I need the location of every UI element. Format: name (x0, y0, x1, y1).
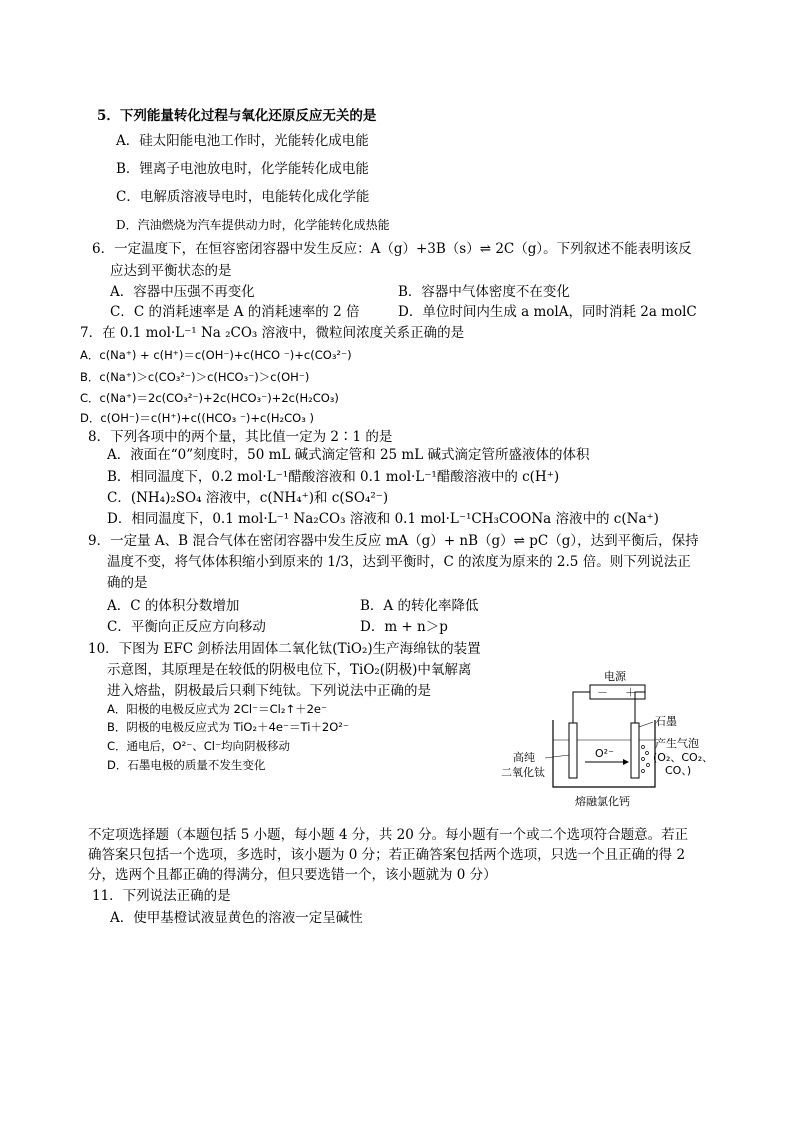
q11-stem: 11．下列说法正确的是 (92, 888, 231, 904)
q8-option-b: B．相同温度下，0.2 mol·L⁻¹醋酸溶液和 0.1 mol·L⁻¹醋酸溶液中的 c(H⁺) (107, 469, 560, 485)
gas-label-line3: CO、) (665, 764, 692, 777)
q6-stem-line2: 应达到平衡状态的是 (110, 263, 232, 279)
q9-option-b: B．A 的转化率降低 (360, 598, 479, 614)
gas-bubbles (642, 746, 650, 773)
titanium-dioxide-cathode (569, 723, 577, 778)
q10-stem-line1: 10．下图为 EFC 剑桥法用固体二氧化钛(TiO₂)生产海绵钛的装置 (88, 641, 481, 657)
q10-option-c: C．通电后，O²⁻、Cl⁻均向阴极移动 (107, 739, 291, 753)
q6-option-d: D．单位时间内生成 a molA，同时消耗 2a molC (398, 304, 697, 320)
q5-option-b: B．锂离子电池放电时，化学能转化成电能 (116, 161, 369, 177)
q6-stem-line1: 6．一定温度下，在恒容密闭容器中发生反应：A（g）+3B（s）⇌ 2C（g）。下列叙述不能表明该反 (92, 241, 692, 257)
q7-option-d: D．c(OH⁻)＝c(H⁺)+c((HCO₃ ⁻)+c(H₂CO₃ ) (80, 411, 314, 425)
q7-option-c: C．c(Na⁺)＝2c(CO₃²⁻)+2c(HCO₃⁻)+2c(H₂CO₃) (80, 391, 339, 405)
q10-stem-line2: 示意图，其原理是在较低的阴极电位下，TiO₂(阴极)中氧解离 (107, 662, 472, 678)
q5-stem: 5．下列能量转化过程与氧化还原反应无关的是 (97, 108, 377, 124)
q8-option-c: C．(NH₄)₂SO₄ 溶液中，c(NH₄⁺)和 c(SO₄²⁻) (107, 490, 389, 506)
q10-option-d: D．石墨电极的质量不发生变化 (107, 758, 266, 772)
q5-option-c: C．电解质溶液导电时，电能转化成化学能 (116, 189, 370, 205)
section-instructions-line1: 不定项选择题（本题包括 5 小题，每小题 4 分，共 20 分。每小题有一个或二个选项符合题意。若正 (88, 827, 689, 843)
q9-option-d: D．m + n＞p (360, 619, 448, 635)
q7-option-a: A．c(Na⁺) + c(H⁺)＝c(OH⁻)+c(HCO ⁻)+c(CO₃²⁻) (80, 348, 352, 362)
cathode-wire (573, 692, 590, 723)
q6-option-b: B．容器中气体密度不在变化 (398, 284, 570, 300)
q7-stem: 7．在 0.1 mol·L⁻¹ Na ₂CO₃ 溶液中，微粒间浓度关系正确的是 (80, 325, 465, 341)
q5-option-d: D．汽油燃烧为汽车提供动力时，化学能转化成热能 (116, 218, 390, 232)
q10-option-b: B．阴极的电极反应式为 TiO₂＋4e⁻＝Ti＋2O²⁻ (107, 720, 349, 734)
q9-stem-line1: 9．一定量 A、B 混合气体在密闭容器中发生反应 mA（g）+ nB（g）⇌ pC（g），达到平衡后，保持 (88, 533, 699, 549)
q9-stem-line3: 确的是 (107, 575, 148, 591)
q9-option-a: A．C 的体积分数增加 (107, 598, 240, 614)
q8-stem: 8．下列各项中的两个量，其比值一定为 2∶1 的是 (88, 429, 393, 445)
power-source-label: 电源 (604, 670, 626, 683)
q9-stem-line2: 温度不变，将气体体积缩小到原来的 1/3，达到平衡时，C 的浓度为原来的 2.5 倍。则下列说法正 (107, 554, 691, 570)
q10-stem-line3: 进入熔盐，阴极最后只剩下纯钛。下列说法中正确的是 (107, 683, 431, 699)
graphite-leader-line (639, 722, 653, 727)
oxide-ion-label: O²⁻ (595, 747, 614, 760)
graphite-label: 石墨 (655, 715, 677, 728)
titanium-dioxide-label-line2: 二氧化钛 (501, 766, 545, 779)
q10-option-a: A．阳极的电极反应式为 2Cl⁻＝Cl₂↑＋2e⁻ (107, 702, 328, 716)
section-instructions-line3: 分，选两个且都正确的得满分，但只要选错一个，该小题就为 0 分） (88, 867, 497, 883)
q6-option-c: C．C 的消耗速率是 A 的消耗速率的 2 倍 (110, 304, 360, 320)
q8-option-a: A．液面在“0”刻度时，50 mL 碱式滴定管和 25 mL 碱式滴定管所盛液体的体积 (107, 447, 590, 463)
gas-label-line1: 产生气泡 (655, 737, 699, 750)
ion-arrow-head (623, 759, 629, 765)
q11-option-a: A．使甲基橙试液显黄色的溶液一定呈碱性 (110, 910, 363, 926)
molten-calcium-chloride-label: 熔融氯化钙 (575, 795, 630, 808)
q7-option-b: B．c(Na⁺)＞c(CO₃²⁻)＞c(HCO₃⁻)＞c(OH⁻) (80, 370, 310, 384)
section-instructions-line2: 确答案只包括一个选项，多选时，该小题为 0 分；若正确答案包括两个选项，只选一个且正确的得 2 (88, 847, 686, 863)
q8-option-d: D．相同温度下，0.1 mol·L⁻¹ Na₂CO₃ 溶液和 0.1 mol·L⁻¹CH₃COONa 溶液中的 c(Na⁺) (107, 511, 659, 527)
gas-label-line2: (O₂、CO₂、 (653, 751, 714, 764)
electrolysis-apparatus-diagram (495, 665, 745, 810)
q6-option-a: A．容器中压强不再变化 (110, 284, 255, 300)
power-minus-sign: － (597, 686, 608, 699)
graphite-anode (631, 723, 639, 778)
q5-option-a: A．硅太阳能电池工作时，光能转化成电能 (116, 133, 369, 149)
titanium-dioxide-label-line1: 高纯 (513, 751, 535, 764)
titanium-dioxide-leader-line (545, 755, 569, 758)
q9-option-c: C．平衡向正反应方向移动 (107, 619, 266, 635)
power-plus-sign: ＋ (625, 686, 636, 699)
